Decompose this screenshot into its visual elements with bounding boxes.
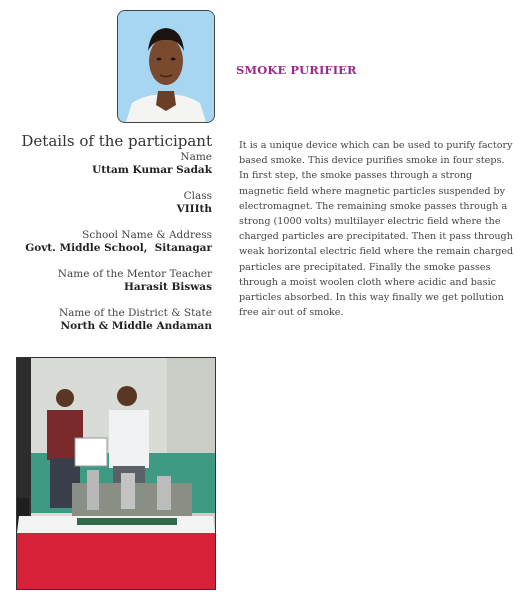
name-label: Name [180,151,212,163]
school-value: Govt. Middle School, Sitanagar [25,242,212,254]
district-label: Name of the District & State [58,307,212,319]
participant-portrait [117,10,215,123]
mentor-label: Name of the Mentor Teacher [57,268,212,280]
participant-details [20,132,212,333]
mentor-value: Harasit Biswas [124,281,212,293]
portrait-image [118,11,214,122]
class-label: Class [183,190,212,202]
project-title: SMOKE PURIFIER [236,63,357,77]
class-value: VIIIth [176,203,212,215]
district-value: North & Middle Andaman [60,320,212,332]
project-description: It is a unique device which can be used to purify factory based smoke. This device purifies smoke in four steps. In first step, the smoke passes through a strong magnetic field where magnetic particles suspended by electromagnet. The remaining smoke passes through a strong (1000 volts) multilayer electric field where the charged particles are precipitated. Then it pass through weak horizontal electric field where the remain charged particles are precipitated. Finally the smoke passes through a moist woolen cloth where acidic and basic particles absorbed. In this way finally we get pollution free air out of smoke. [239,140,514,319]
details-heading: Details of the participant [21,132,212,150]
name-value: Uttam Kumar Sadak [92,164,212,176]
exhibit-image [17,358,215,589]
school-label: School Name & Address [82,229,212,241]
exhibit-photo [16,357,216,590]
